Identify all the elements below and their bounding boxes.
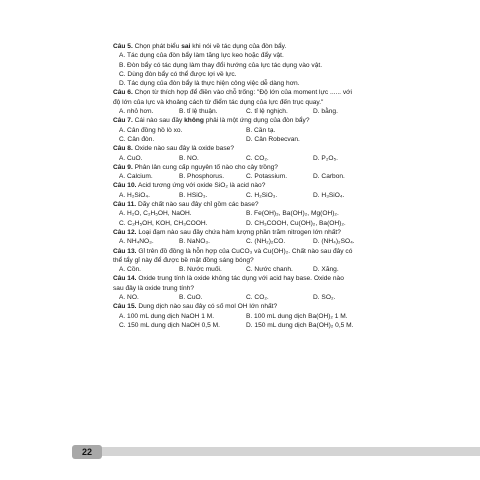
question-5 <box>113 42 465 88</box>
question-12 <box>113 228 465 247</box>
question-7 <box>113 116 465 144</box>
question-text: Chọn từ thích hợp để điền vào chỗ trống: "Độ lớn của moment lực ...... với <box>134 89 352 97</box>
option-d: D. CH₃COOH, Cu(OH)₂, Ba(OH)₂. <box>246 219 346 227</box>
option-b: B. Đòn bẩy có tác dụng làm thay đổi hướng của lực tác dụng vào vật. <box>119 61 323 69</box>
question-text: Loại đạm nào sau đây chứa hàm lượng phần trăm nitrogen lớn nhất? <box>138 228 341 236</box>
option-c: C. C₂H₅OH, KOH, CH₃COOH. <box>119 219 208 227</box>
option-c: C. (NH₂)₂CO. <box>246 238 286 246</box>
question-9 <box>113 163 465 182</box>
options-row <box>113 126 465 135</box>
question-10 <box>113 181 465 200</box>
question-text-continued: độ lớn của lực và khoảng cách từ điểm tác dụng của lực đến trục quay." <box>113 98 324 106</box>
question-text: Gỉ trên đồ đồng là hỗn hợp của CuCO₃ và Cu(OH)₂. Chất nào sau đây có <box>138 247 353 255</box>
question-text: Oxide nào sau đây là oxide base? <box>134 145 234 153</box>
options-row <box>113 191 465 200</box>
page-footer <box>72 445 480 459</box>
question-text: Dung dịch nào sau đây có số mol OH lớn nhất? <box>138 303 278 311</box>
options-row <box>113 154 465 163</box>
question-6 <box>113 88 465 116</box>
question-8-prompt <box>113 144 465 153</box>
option-c: C. H₂SiO₃. <box>246 191 278 199</box>
question-text: phải là một ứng dụng của đòn bẩy? <box>203 117 310 125</box>
option-b: B. Cần tạ. <box>246 126 276 134</box>
option-d: D. Cân Robecvan. <box>246 135 300 143</box>
options-row <box>113 172 465 181</box>
option-b: B. NO. <box>179 154 199 162</box>
option-d: D. (NH₄)₂SO₄. <box>313 238 355 246</box>
option-c: C. 150 mL dung dịch NaOH 0,5 M. <box>119 321 220 329</box>
option-c: C. CO₂. <box>246 154 269 162</box>
options-row <box>113 293 465 302</box>
question-number: Câu 9. <box>113 163 133 171</box>
option-a: A. 100 mL dung dịch NaOH 1 M. <box>119 312 215 320</box>
question-number: Câu 12. <box>113 228 137 236</box>
option-d: D. bằng. <box>313 108 338 116</box>
question-number: Câu 14. <box>113 275 137 283</box>
question-text-continued: sau đây là oxide trung tính? <box>113 284 195 292</box>
question-7-prompt <box>113 116 465 125</box>
option-b: B. 100 mL dung dịch Ba(OH)₂ 1 M. <box>246 312 348 320</box>
question-list <box>113 42 465 330</box>
option-a: A. NH₄NO₃. <box>119 238 154 246</box>
option-c: C. tỉ lệ nghịch. <box>246 108 288 116</box>
option-a: A. H₂SiO₄. <box>119 191 150 199</box>
options-row <box>113 312 465 321</box>
option-b: B. HSiO₃. <box>179 191 208 199</box>
options-row <box>113 135 465 144</box>
options-row <box>113 209 465 218</box>
emphasis-word: không <box>184 117 204 125</box>
option-a: A. H₂O, C₂H₅OH, NaOH. <box>119 210 192 218</box>
option-a: A. NO. <box>119 294 139 302</box>
options-row <box>113 219 465 228</box>
question-14 <box>113 274 465 302</box>
options-row <box>113 321 465 330</box>
question-13-prompt <box>113 247 465 256</box>
option-a: A. Cồn. <box>119 266 141 274</box>
question-10-prompt <box>113 181 465 190</box>
option-d: D. Carbon. <box>313 173 345 181</box>
question-number: Câu 6. <box>113 89 133 97</box>
option-d: D. 150 mL dung dịch Ba(OH)₂ 0,5 M. <box>246 321 354 329</box>
question-9-prompt <box>113 163 465 172</box>
option-d: D. Tác dụng của đòn bẩy là thực hiện công việc dễ dàng hơn. <box>119 80 300 88</box>
question-number: Câu 11. <box>113 201 137 209</box>
option-b: B. CuO. <box>179 294 203 302</box>
question-text: Phân lân cung cấp nguyên tố nào cho cây trồng? <box>134 163 278 171</box>
question-number: Câu 10. <box>113 182 137 190</box>
footer-bar <box>96 447 480 456</box>
option-b: B. NaNO₃. <box>179 238 210 246</box>
question-text: khi nói về tác dụng của đòn bẩy. <box>190 43 287 50</box>
options-row <box>113 237 465 246</box>
page-number: 22 <box>72 445 102 459</box>
question-number: Câu 5. <box>113 43 133 50</box>
option-d: D. Xăng. <box>313 266 339 274</box>
question-15-prompt <box>113 302 465 311</box>
question-14-prompt <box>113 274 465 283</box>
question-15 <box>113 302 465 330</box>
option-c: C. CO₂. <box>246 294 269 302</box>
option-a: A. Tác dụng của đòn bẩy làm tăng lực keo hoặc đẩy vật. <box>119 52 284 60</box>
option-b: B. Phosphorus. <box>179 173 225 181</box>
option-c: C. Cân đòn. <box>119 135 155 143</box>
question-12-prompt <box>113 228 465 237</box>
option-d: D. P₂O₅. <box>313 154 339 162</box>
question-number: Câu 8. <box>113 145 133 153</box>
question-text: Dãy chất nào sau đây chỉ gồm các base? <box>137 201 259 209</box>
options-row <box>113 265 465 274</box>
option-a: A. Cân đồng hồ lò xo. <box>119 126 183 134</box>
option-c: C. Dùng đòn bẩy có thể được lợi về lực. <box>119 70 237 78</box>
option-b: B. Fe(OH)₃, Ba(OH)₂, Mg(OH)₂. <box>246 210 339 218</box>
option-d: D. SO₂. <box>313 294 336 302</box>
question-text: Acid tương ứng với oxide SiO₂ là acid nào? <box>137 182 266 190</box>
question-number: Câu 7. <box>113 117 133 125</box>
option-d: D. H₃SiO₄. <box>313 191 345 199</box>
question-11-prompt <box>113 200 465 209</box>
question-number: Câu 13. <box>113 247 137 255</box>
question-8 <box>113 144 465 163</box>
question-13 <box>113 247 465 275</box>
emphasis-word: sai <box>181 43 191 50</box>
question-text: Cái nào sau đây <box>134 117 185 125</box>
option-a: A. nhỏ hơn. <box>119 108 154 116</box>
option-c: C. Nước chanh. <box>246 266 293 274</box>
option-a: A. CuO. <box>119 154 143 162</box>
question-text: Chọn phát biểu <box>134 43 182 50</box>
option-a: A. Calcium. <box>119 173 153 181</box>
question-text: Oxide trung tính là oxide không tác dụng với acid hay base. Oxide nào <box>138 275 344 283</box>
question-11 <box>113 200 465 228</box>
option-c: C. Potassium. <box>246 173 288 181</box>
options-row <box>113 107 465 116</box>
option-b: B. tỉ lệ thuận. <box>179 108 218 116</box>
question-text-continued: thể tẩy gỉ này để được bề mặt đồng sáng bóng? <box>113 256 254 264</box>
option-b: B. Nước muối. <box>179 266 222 274</box>
question-6-prompt <box>113 88 465 97</box>
question-number: Câu 15. <box>113 303 137 311</box>
question-5-prompt <box>113 42 465 51</box>
